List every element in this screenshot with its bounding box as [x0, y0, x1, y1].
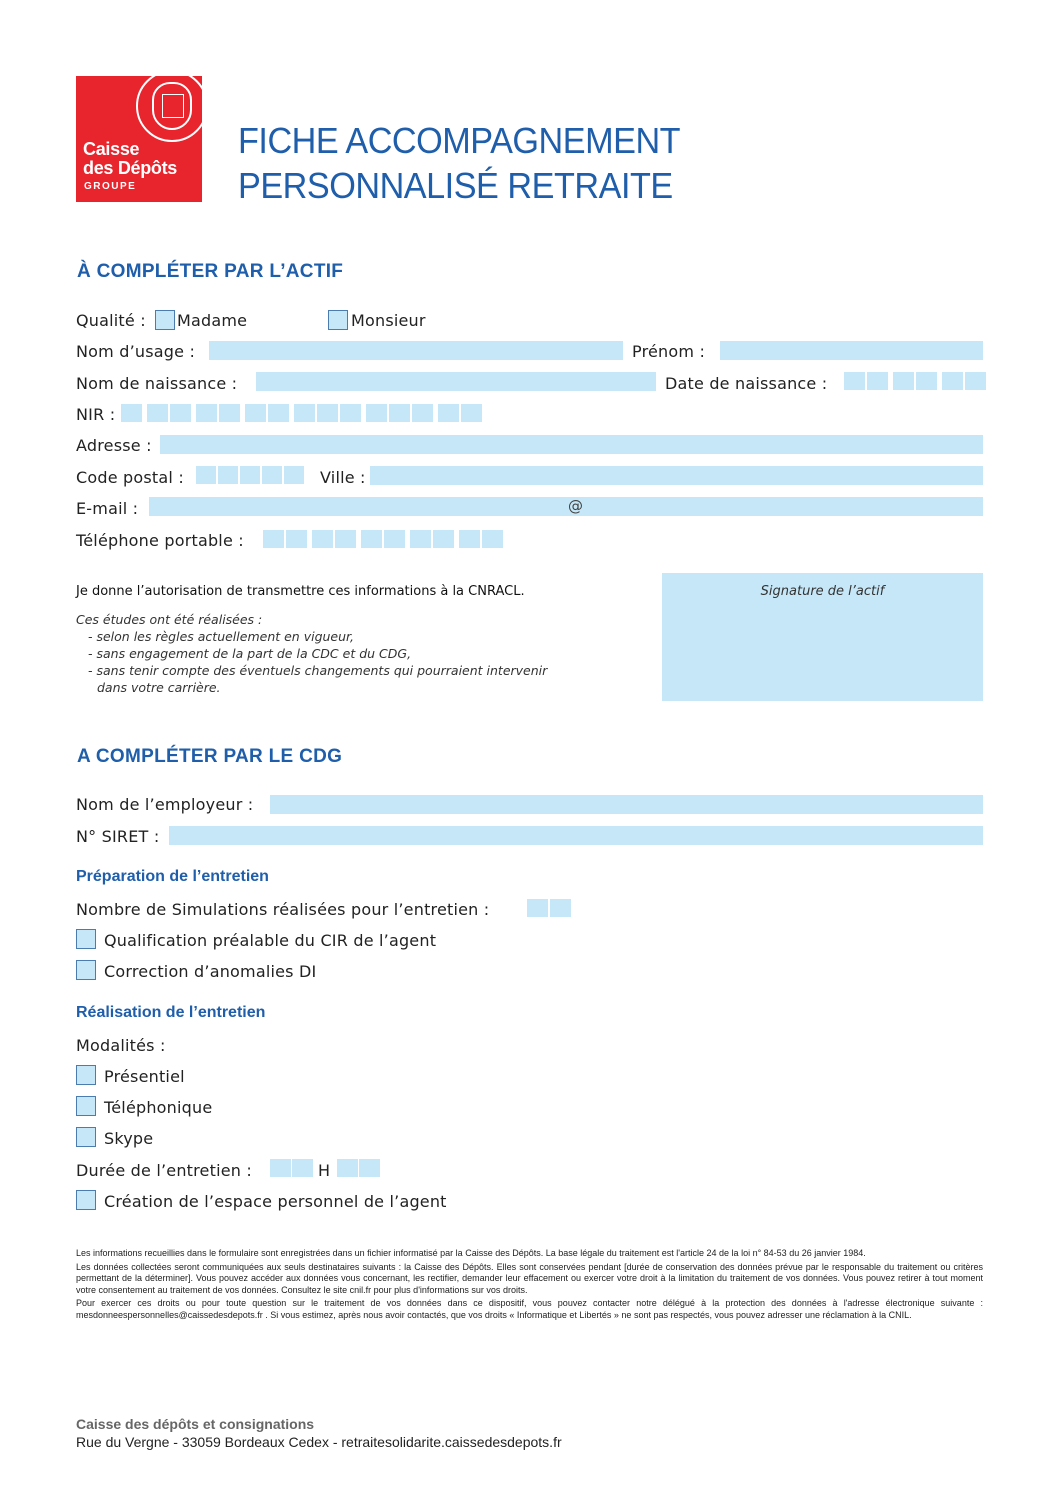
signature-label: Signature de l’actif — [760, 584, 885, 599]
consent-text: Je donne l’autorisation de transmettre ces informations à la CNRACL. — [76, 584, 525, 599]
duree-hours-box-2[interactable] — [292, 1159, 313, 1177]
seal-icon — [136, 70, 208, 142]
legal-notice — [76, 1248, 983, 1323]
date-naissance-digit-box[interactable] — [942, 372, 963, 390]
madame-checkbox[interactable] — [155, 310, 175, 330]
email-label: E-mail : — [76, 499, 139, 518]
modalites-label: Modalités : — [76, 1036, 166, 1055]
ville-field[interactable] — [370, 466, 983, 485]
monsieur-checkbox[interactable] — [328, 310, 348, 330]
espace-personnel-label: Création de l’espace personnel de l’agent — [104, 1192, 447, 1211]
telephone-digit-box[interactable] — [459, 530, 480, 548]
realisation-heading: Réalisation de l’entretien — [76, 1004, 266, 1021]
telephonique-checkbox[interactable] — [76, 1096, 96, 1116]
nir-digit-box[interactable] — [196, 404, 217, 422]
duree-hours-box-1[interactable] — [270, 1159, 291, 1177]
telephone-digit-box[interactable] — [335, 530, 356, 548]
code-postal-digit-box[interactable] — [240, 466, 260, 484]
signature-box[interactable] — [662, 573, 983, 701]
telephone-digit-box[interactable] — [384, 530, 405, 548]
email-field[interactable] — [149, 497, 983, 516]
footer-address: Rue du Vergne - 33059 Bordeaux Cedex - retraitesolidarite.caissedesdepots.fr — [76, 1434, 562, 1450]
duree-label: Durée de l’entretien : — [76, 1161, 252, 1180]
logo-groupe: GROUPE — [84, 181, 137, 192]
telephone-digit-box[interactable] — [410, 530, 431, 548]
footer-org: Caisse des dépôts et consignations — [76, 1416, 315, 1432]
date-naissance-digit-box[interactable] — [965, 372, 986, 390]
study-notes — [76, 611, 547, 696]
nir-digit-box[interactable] — [389, 404, 410, 422]
telephone-digit-box[interactable] — [361, 530, 382, 548]
date-naissance-digit-box[interactable] — [916, 372, 937, 390]
code-postal-digit-box[interactable] — [262, 466, 282, 484]
email-at-sign: @ — [568, 497, 583, 515]
title-line-1: FICHE ACCOMPAGNEMENT — [238, 120, 681, 161]
prenom-field[interactable] — [720, 341, 983, 360]
note-item: - sans tenir compte des éventuels changements qui pourraient intervenir — [88, 663, 548, 678]
nir-digit-box[interactable] — [245, 404, 266, 422]
nir-digit-box[interactable] — [438, 404, 459, 422]
skype-label: Skype — [104, 1129, 154, 1148]
legal-paragraph: Les données collectées seront communiquées aux seuls destinataires suivants : la Caisse des Dépôts. Elles sont conservées pendant [durée de conservation des données prévue par le responsable du traitement ou critères permettant de la déterminer]. Vous pouvez accéder aux données vous concernant, les rectifier, demander leur effacement ou exercer votre droit à la limitation du traitement de vos données. Vous pouvez retirer à tout moment votre consentement au traitement de vos données. Consultez le site cnil.fr pour plus d'informations sur vos droits. — [76, 1261, 983, 1295]
simulations-label: Nombre de Simulations réalisées pour l’entretien : — [76, 900, 490, 919]
nom-naissance-field[interactable] — [256, 372, 656, 391]
nir-digit-box[interactable] — [317, 404, 338, 422]
code-postal-digit-box[interactable] — [284, 466, 304, 484]
nir-digit-box[interactable] — [366, 404, 387, 422]
telephone-digit-box[interactable] — [312, 530, 333, 548]
nir-digit-box[interactable] — [147, 404, 168, 422]
duree-h-label: H — [318, 1161, 331, 1180]
section-heading-cdg: A COMPLÉTER PAR LE CDG — [77, 746, 343, 767]
nom-naissance-label: Nom de naissance : — [76, 374, 238, 393]
nir-digit-box[interactable] — [412, 404, 433, 422]
siret-field[interactable] — [169, 826, 983, 845]
nir-digit-box[interactable] — [170, 404, 191, 422]
nir-label: NIR : — [76, 405, 116, 424]
simulations-box-1[interactable] — [527, 899, 548, 917]
date-naissance-digit-box[interactable] — [844, 372, 865, 390]
qualite-label: Qualité : — [76, 311, 146, 330]
note-item: dans votre carrière. — [97, 680, 221, 695]
qualification-checkbox[interactable] — [76, 929, 96, 949]
telephone-digit-box[interactable] — [482, 530, 503, 548]
section-heading-actif: À COMPLÉTER PAR L’ACTIF — [77, 261, 344, 282]
nir-digit-box[interactable] — [121, 404, 142, 422]
logo-line-2: des Dépôts — [83, 158, 178, 178]
nom-usage-label: Nom d’usage : — [76, 342, 196, 361]
date-naissance-digit-box[interactable] — [893, 372, 914, 390]
simulations-box-2[interactable] — [550, 899, 571, 917]
nir-digit-box[interactable] — [219, 404, 240, 422]
logo-text — [83, 140, 177, 178]
preparation-heading: Préparation de l’entretien — [76, 868, 269, 885]
correction-label: Correction d’anomalies DI — [104, 962, 317, 981]
madame-label: Madame — [177, 311, 248, 330]
skype-checkbox[interactable] — [76, 1127, 96, 1147]
legal-paragraph: Les informations recueillies dans le formulaire sont enregistrées dans un fichier informatisé par la Caisse des Dépôts. La base légale du traitement est l'article 24 de la loi n° 84-53 du 26 janvier 1984. — [76, 1248, 866, 1258]
nir-digit-box[interactable] — [294, 404, 315, 422]
adresse-label: Adresse : — [76, 436, 152, 455]
note-item: - sans engagement de la part de la CDC et du CDG, — [88, 646, 412, 661]
code-postal-digit-box[interactable] — [218, 466, 238, 484]
employeur-label: Nom de l’employeur : — [76, 795, 254, 814]
telephone-label: Téléphone portable : — [76, 531, 244, 550]
duree-minutes-box-1[interactable] — [337, 1159, 358, 1177]
note-item: - selon les règles actuellement en vigueur, — [88, 629, 355, 644]
code-postal-digit-box[interactable] — [196, 466, 216, 484]
date-naissance-label: Date de naissance : — [665, 374, 828, 393]
nom-usage-field[interactable] — [209, 341, 623, 360]
date-naissance-digit-box[interactable] — [867, 372, 888, 390]
legal-paragraph: Pour exercer ces droits ou pour toute question sur le traitement de vos données dans ce dispositif, vous pouvez contacter notre délégué à la protection des données à l'adresse électronique suivante : mesdonneespersonnelles@caissedesdepots.fr . Si vous estimez, après nous avoir contactés, que vos droits « Informatique et Libertés » ne sont pas respectés, vous pouvez adresser une réclamation à la CNIL. — [76, 1298, 983, 1320]
caisse-des-depots-logo — [76, 76, 202, 202]
employeur-field[interactable] — [270, 795, 983, 814]
presentiel-label: Présentiel — [104, 1067, 185, 1086]
prenom-label: Prénom : — [632, 342, 706, 361]
telephonique-label: Téléphonique — [104, 1098, 213, 1117]
page-title — [238, 118, 680, 208]
code-postal-label: Code postal : — [76, 468, 184, 487]
espace-personnel-checkbox[interactable] — [76, 1190, 96, 1210]
nir-digit-box[interactable] — [268, 404, 289, 422]
telephone-digit-box[interactable] — [263, 530, 284, 548]
presentiel-checkbox[interactable] — [76, 1065, 96, 1085]
nir-digit-box[interactable] — [340, 404, 361, 422]
monsieur-label: Monsieur — [351, 311, 426, 330]
duree-minutes-box-2[interactable] — [359, 1159, 380, 1177]
adresse-field[interactable] — [160, 435, 983, 454]
nir-digit-box[interactable] — [461, 404, 482, 422]
telephone-digit-box[interactable] — [433, 530, 454, 548]
logo-line-1: Caisse — [83, 139, 140, 159]
title-line-2: PERSONNALISÉ RETRAITE — [238, 165, 673, 206]
notes-title: Ces études ont été réalisées : — [76, 612, 263, 627]
correction-checkbox[interactable] — [76, 960, 96, 980]
telephone-digit-box[interactable] — [286, 530, 307, 548]
siret-label: N° SIRET : — [76, 827, 160, 846]
qualification-label: Qualification préalable du CIR de l’agent — [104, 931, 437, 950]
ville-label: Ville : — [320, 468, 366, 487]
